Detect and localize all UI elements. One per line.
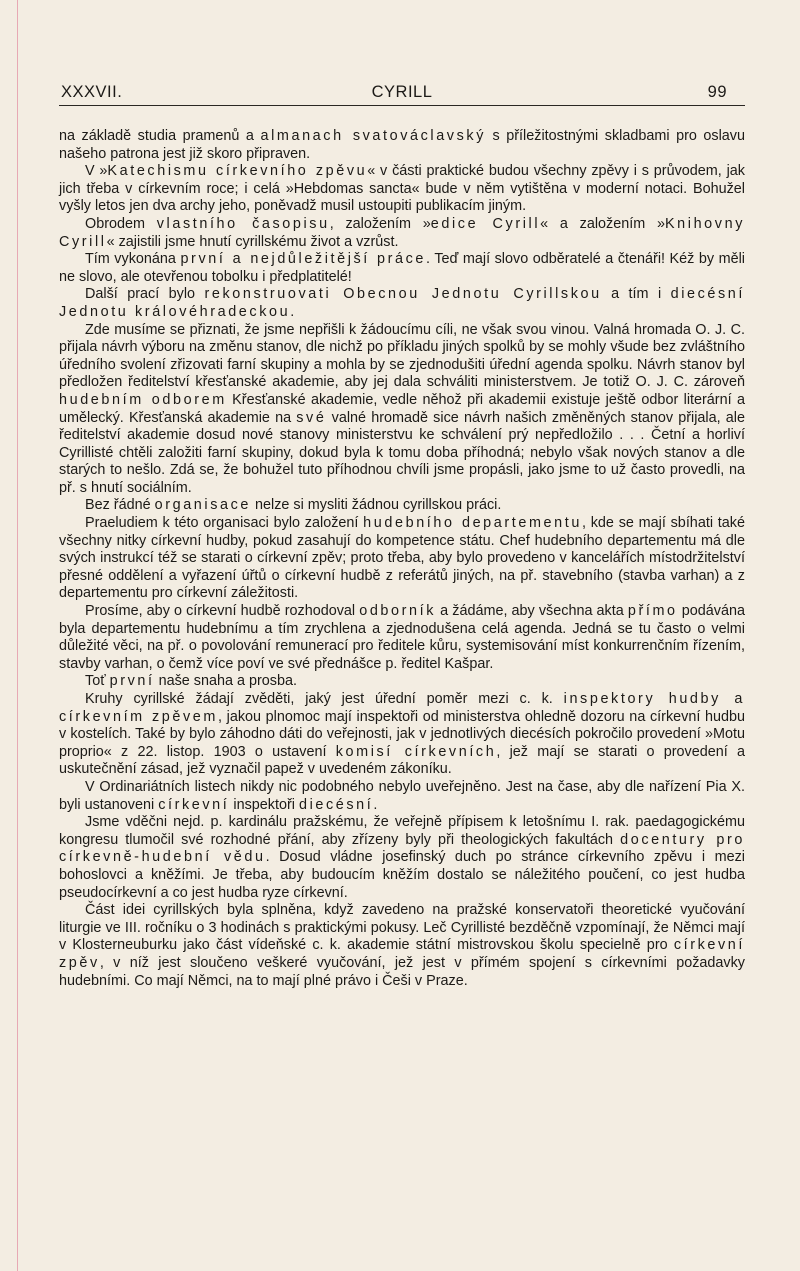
text-run: nelze si mysliti žádnou cyrillskou práci. bbox=[251, 497, 502, 514]
spaced-emphasis: první a nejdůležitější práce bbox=[180, 251, 427, 268]
spaced-emphasis: docentury pro církevně-hudební vědu bbox=[59, 831, 745, 866]
spaced-emphasis: církevní zpěv bbox=[59, 937, 745, 971]
spaced-emphasis: odborník bbox=[359, 603, 437, 620]
text-run: Praeludiem k této organisaci bylo založení bbox=[85, 515, 364, 532]
text-run: Jsme vděčni nejd. p. kardinálu pražskému, že veřejně přípisem k letošnímu I. rak. paedagogickému kongresu tlumočil své rozhodné přání, aby zřízeny byly při theologických fakultách bbox=[59, 814, 745, 848]
spaced-emphasis: diecésní Jednotu královéhradeckou bbox=[59, 286, 745, 320]
spaced-emphasis: první bbox=[109, 673, 155, 690]
text-run: Další prací bylo bbox=[85, 286, 205, 303]
text-run: Obrodem bbox=[85, 215, 157, 232]
text-run: , v níž jest sloučeno veškeré vyučování, jež jest v přímém spojení s církevními požadavky hudebními. Co mají Němci, na to mají plné právo i Češi v Praze. bbox=[59, 954, 745, 989]
text-run: valné hromadě sice návrh našich změněných stanov přijala, ale ředitelství akademie dosud nové stanovy ministerstvu ke schválení prý nepředložilo . . . Četní a horliví Cyrillisté chtěli založiti farní skupiny, dokud byla k tomu doba příhodná; nebylo však nových stanov a dle starých to nešlo. Zdá se, že bohužel tuto příhodnou chvíli jsme propásli, jako jsme to už často provedli, na př. s hnutí sociálním. bbox=[59, 409, 745, 496]
paragraph bbox=[59, 902, 745, 990]
paragraph bbox=[59, 515, 745, 603]
text-run: , založením » bbox=[329, 215, 431, 232]
text-run: , jež mají se starati o provedení a uskutečnění zásad, jež vyznačil papež v uvedeném zákoníku. bbox=[59, 743, 746, 778]
spaced-emphasis: inspektory hudby a církevním zpěvem bbox=[59, 691, 745, 725]
paragraph bbox=[59, 216, 745, 251]
page bbox=[59, 83, 745, 990]
article-body bbox=[59, 128, 745, 990]
text-run: a tím i bbox=[601, 286, 671, 303]
text-run: . Teď mají slovo odběratelé a čtenáři! Kéž by měli ne slovo, ale otevřenou tobolku i předplatitelé! bbox=[59, 251, 745, 285]
text-run: inspektoři bbox=[229, 796, 299, 813]
paragraph bbox=[59, 322, 745, 498]
spaced-emphasis: své bbox=[296, 409, 327, 426]
text-run: « v části praktické budou všechny zpěvy i s průvodem, jak jich třeba v církevním roce; i celá »Hebdomas sancta« bude v něm vytištěna v moderní notaci. Bohužel vyšly letos jen dva archy jeho, poněvadž musil ustoupiti publikacím jiným. bbox=[59, 163, 745, 215]
text-run: a žádáme, aby všechna akta bbox=[436, 603, 628, 620]
text-run: , jakou plnomoc mají inspektoři od ministerstva ohledně dozoru na církevní hudbu v kostelích. Také by bylo záhodno dáti do veřejnosti, jak v jednotlivých diecésích pokročilo provedení »Motu proprio« z 22. listop. 1903 o ustavení bbox=[59, 708, 745, 760]
running-header bbox=[59, 83, 745, 106]
text-run: s příležitostnými skladbami pro oslavu našeho patrona jest již skoro připraven. bbox=[59, 128, 746, 162]
text-run: Toť bbox=[85, 673, 110, 690]
spaced-emphasis: vlastního časopisu bbox=[156, 215, 330, 232]
text-run: Tím vykonána bbox=[85, 251, 181, 268]
text-run: na základě studia pramenů a bbox=[59, 128, 261, 144]
text-run: Křesťanské akademie, vedle něhož při akademii existuje ještě odbor literární a umělecký. Křesťanská akademie na bbox=[59, 391, 745, 426]
text-run: naše snaha a prosba. bbox=[154, 673, 298, 690]
spaced-emphasis: edice Cyrill bbox=[430, 215, 541, 232]
text-run: Část idei cyrillských byla splněna, když zavedeno na pražské konservatoři theoretické vyučování liturgie ve III. ročníku o 3 hodinách s praktickými pokusy. Leč Cyrillisté bezděčně vzpomínají, že Němci mají v Klosterneuburku jako část vídeňské c. k. akademie státní mistrovskou školu specielně pro bbox=[59, 902, 745, 954]
spaced-emphasis: hudebním odborem bbox=[59, 391, 227, 408]
spaced-emphasis: přímo bbox=[627, 603, 678, 620]
paragraph bbox=[59, 286, 745, 321]
spaced-emphasis: almanach svatováclavský bbox=[260, 128, 486, 144]
text-run: . bbox=[373, 796, 378, 813]
text-run: Kruhy cyrillské žádají zvěděti, jaký jest úřední poměr mezi c. k. bbox=[85, 691, 564, 707]
paragraph bbox=[59, 691, 745, 779]
spaced-emphasis: diecésní bbox=[298, 796, 374, 813]
margin-line bbox=[17, 0, 18, 1271]
text-run: Prosíme, aby o církevní hudbě rozhodoval bbox=[85, 603, 360, 620]
spaced-emphasis: organisace bbox=[154, 497, 252, 514]
text-run: Bez řádné bbox=[85, 497, 155, 514]
paragraph bbox=[59, 673, 745, 691]
volume-number: XXXVII. bbox=[61, 83, 123, 101]
text-run: podávána byla departementu hudebnímu a tím zrychlena a zjednodušena celá agenda. Jedná se tu často o velmi důležité věci, na př. o povolování remunerací pro ředitele kůru, systemisování míst konkurrenčním řízením, stavby varhan, o čemž více poví ve své přednášce p. ředitel Kašpar. bbox=[59, 603, 745, 672]
paragraph bbox=[59, 163, 745, 216]
paragraph bbox=[59, 251, 745, 286]
paragraph bbox=[59, 128, 745, 163]
paragraph bbox=[59, 603, 745, 673]
paragraph bbox=[59, 497, 745, 515]
page-number: 99 bbox=[707, 83, 727, 101]
journal-title: CYRILL bbox=[371, 83, 433, 101]
spaced-emphasis: Knihovny Cyrill bbox=[59, 215, 745, 250]
text-run: « a založením » bbox=[540, 215, 665, 232]
text-run: V Ordinariátních listech nikdy nic podobného nebylo uveřejněno. Jest na čase, aby dle nařízení Pia X. byli ustanoveni bbox=[59, 778, 745, 813]
text-run: , kde se mají sbíhati také všechny nitky církevní hudby, pokud zasahují do kompetence státu. Chef hudebního departementu má dle svých instrukcí též se starati o církevní zpěv; proto třeba, aby bylo provedeno v kancelářích místodržitelství přesné oddělení a vyřazení úřtů o církevní hudbě z referátů jiných, na př. stavebního (stavba varhan) a z departementu pro církevní záležitosti. bbox=[59, 515, 745, 602]
spaced-emphasis: komisí církevních bbox=[335, 743, 497, 760]
spaced-emphasis: Katechismu církevního zpěvu bbox=[107, 163, 368, 180]
paragraph bbox=[59, 814, 745, 902]
text-run: V » bbox=[85, 163, 108, 180]
text-run: . Dosud vládne josefinský duch po stránce církevního zpěvu i mezi bohoslovci a kněžími. Je třeba, aby budoucím kněžím dostalo se náležitého poučení, co jest hudba pseudocírkevní a co jest hudba ryze církevní. bbox=[59, 849, 745, 901]
spaced-emphasis: rekonstruovati Obecnou Jednotu Cyrillskou bbox=[204, 286, 602, 303]
text-run: Zde musíme se přiznati, že jsme nepřišli k žádoucímu cíli, ne však svou vinou. Valná hromada O. J. C. přijala návrh výboru na změnu stanov, dle nichž po příkladu jiných spolků by se mohly všude bez zvláštního úředního svolení zřizovati farní skupiny a mohla by se zjednodušiti úřední agenda spolku. Návrh stanov byl předložen ředitelství křesťanské akademie, aby jej dala schváliti ministerstvem. Je totiž O. J. C. zároveň bbox=[59, 321, 745, 391]
text-run: . bbox=[290, 303, 295, 320]
paragraph bbox=[59, 779, 745, 814]
spaced-emphasis: církevní bbox=[158, 796, 230, 813]
spaced-emphasis: hudebního departementu bbox=[363, 515, 582, 532]
text-run: « zajistili jsme hnutí cyrillskému život a vzrůst. bbox=[106, 233, 399, 250]
